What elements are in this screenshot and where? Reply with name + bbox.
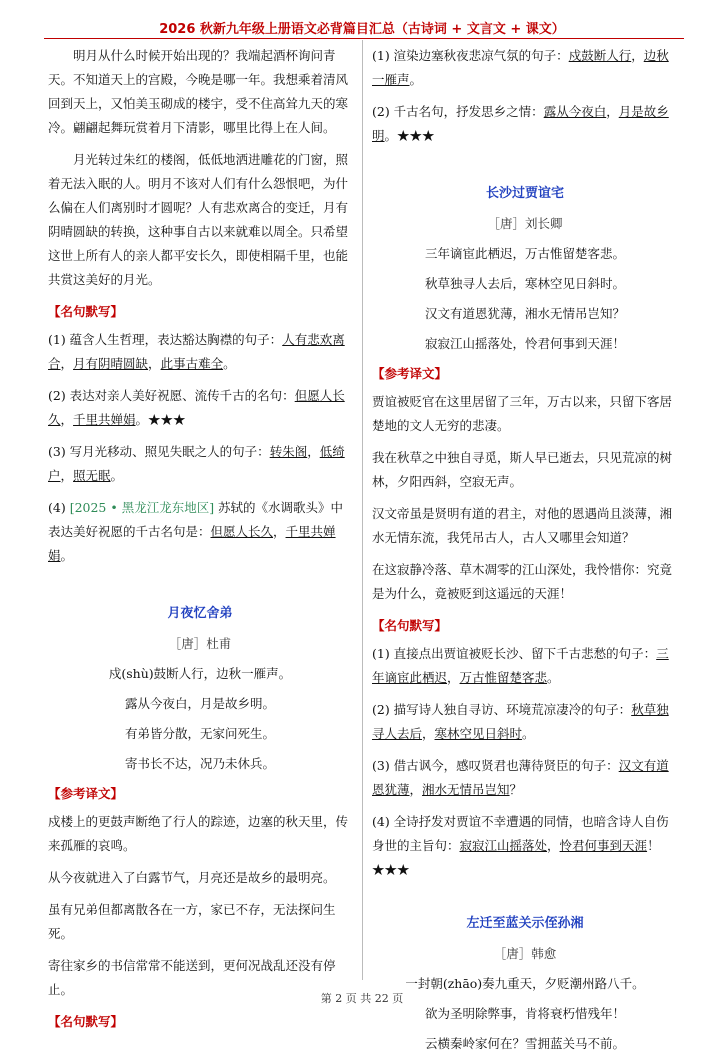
- answer: 照无眠: [73, 468, 111, 483]
- translation-paragraph: 月光转过朱红的楼阁，低低地洒进雕花的门窗，照着无法入眠的人。明月不该对人们有什么怨恨吧，为什么偏在人们离别时才圆呢？人有悲欢离合的变迁，月有阴晴圆缺的转换，这种事自古以来就难以周全。只希望这世上所有人的亲人都平安长久，即使相隔千里，也能共赏这美好的月光。: [48, 152, 349, 287]
- poem-line: 汉文有道恩犹薄，湘水无情吊岂知？: [424, 306, 625, 321]
- answer: 但愿人长久: [48, 388, 345, 427]
- poem-author: ［唐］杜甫: [168, 636, 232, 651]
- question-4: (4) 全诗抒发对贾谊不幸遭遇的同情，也暗含诗人自伤身世的主旨句：寂寂江山摇落处，怜君何事到天涯！★★★: [372, 814, 669, 877]
- question-1: (1) 直接点出贾谊被贬长沙、留下千古悲愁的句子：三年谪宦此栖迟，万古惟留楚客悲。: [372, 646, 669, 685]
- section-heading: 【参考译文】: [372, 366, 448, 381]
- answer: 怜君何事到天涯: [559, 838, 648, 853]
- question-2: (2) 描写诗人独自寻访、环境荒凉凄冷的句子：秋草独寻人去后，寒林空见日斜时。: [372, 702, 669, 741]
- column-divider: [362, 40, 363, 980]
- poem-title: 月夜忆舍弟: [167, 606, 233, 621]
- translation-paragraph: 寄往家乡的书信常常不能送到，更何况战乱还没有停止。: [48, 958, 336, 997]
- poem-line: 三年谪宦此栖迟，万古惟留楚客悲。: [424, 246, 625, 261]
- answer: 月是故乡明: [372, 104, 669, 143]
- answer: 转朱阁: [269, 444, 308, 459]
- answer: 月有阴晴圆缺: [73, 356, 149, 371]
- translation-paragraph: 戍楼上的更鼓声断绝了行人的踪迹，边塞的秋天里，传来孤雁的哀鸣。: [48, 814, 349, 853]
- answer: 戍鼓断人行: [568, 48, 632, 63]
- poem-line: 秋草独寻人去后，寒林空见日斜时。: [424, 276, 625, 291]
- translation-paragraph: 贾谊被贬官在这里居留了三年，万古以来，只留下客居楚地的文人无穷的悲凄。: [372, 394, 673, 433]
- answer: 三年谪宦此栖迟: [372, 646, 669, 685]
- answer: 寒林空见日斜时: [434, 726, 523, 741]
- section-heading: 【名句默写】: [372, 618, 448, 633]
- question-1: (1) 渲染边塞秋夜悲凉气氛的句子：戍鼓断人行，边秋一雁声。: [372, 48, 669, 87]
- poem-author: ［唐］韩愈: [493, 946, 557, 961]
- answer: 湘水无情吊岂知: [422, 782, 510, 797]
- poem-line: 有弟皆分散，无家问死生。: [124, 726, 275, 741]
- left-column: [48, 44, 352, 1038]
- poem-line: 寄书长不达，况乃未休兵。: [124, 756, 275, 771]
- poem-title: 左迁至蓝关示侄孙湘: [466, 916, 584, 931]
- answer: 秋草独寻人去后: [372, 702, 669, 741]
- poem-line: 欲为圣明除弊事，肯将衰朽惜残年！: [424, 1006, 625, 1021]
- translation-paragraph: 我在秋草之中独自寻觅，斯人早已逝去，只见荒凉的树林，夕阳西斜，空寂无声。: [372, 450, 673, 489]
- right-column: [372, 44, 678, 1062]
- poem-line: 一封朝(zhāo)奏九重天，夕贬潮州路八千。: [405, 976, 645, 991]
- answer: 但愿人长久: [210, 524, 274, 539]
- answer: 千里共婵娟: [73, 412, 136, 427]
- poem-title: 长沙过贾谊宅: [485, 186, 564, 201]
- poem-line: 戍(shù)鼓断人行，边秋一雁声。: [108, 666, 292, 681]
- header-rule: [44, 38, 684, 39]
- answer: 万古惟留楚客悲: [459, 670, 548, 685]
- poem-line: 云横秦岭家何在？雪拥蓝关马不前。: [424, 1036, 625, 1051]
- question-1: (1) 蕴含人生哲理，表达豁达胸襟的句子：人有悲欢离合，月有阴晴圆缺，此事古难全。: [48, 332, 345, 371]
- answer: 边秋一雁声: [372, 48, 669, 87]
- page-header: 2026 秋新九年级上册语文必背篇目汇总（古诗词 + 文言文 + 课文）: [159, 22, 565, 37]
- translation-paragraph: 汉文帝虽是贤明有道的君主，对他的恩遇尚且淡薄，湘水无情东流，我凭吊古人，古人又哪里会知道？: [372, 506, 673, 545]
- question-2: (2) 表达对亲人美好祝愿、流传千古的名句：但愿人长久，千里共婵娟。★★★: [48, 388, 345, 427]
- exam-tag: [2025 • 黑龙江龙东地区]: [69, 500, 215, 515]
- translation-paragraph: 明月从什么时候开始出现的？我端起酒杯询问青天。不知道天上的宫殿，今晚是哪一年。我想乘着清风回到天上，又怕美玉砌成的楼宇，受不住高耸九天的寒冷。翩翩起舞玩赏着月下清影，哪里比得上在人间。: [48, 48, 349, 135]
- page-number: 第 2 页 共 22 页: [320, 992, 404, 1005]
- answer: 低绮户: [48, 444, 345, 483]
- question-2: (2) 千古名句，抒发思乡之情：露从今夜白，月是故乡明。★★★: [372, 104, 669, 143]
- answer: 人有悲欢离合: [48, 332, 345, 371]
- answer: 此事古难全: [160, 356, 224, 371]
- answer: 寂寂江山摇落处: [459, 838, 548, 853]
- question-3: (3) 借古讽今，感叹贤君也薄待贤臣的句子：汉文有道恩犹薄，湘水无情吊岂知？: [372, 758, 669, 797]
- translation-paragraph: 从今夜就进入了白露节气，月亮还是故乡的最明亮。: [48, 870, 336, 885]
- answer: 汉文有道恩犹薄: [372, 758, 669, 797]
- section-heading: 【名句默写】: [48, 1014, 124, 1029]
- poem-line: 寂寂江山摇落处，怜君何事到天涯！: [424, 336, 625, 351]
- poem-author: ［唐］刘长卿: [487, 216, 563, 231]
- translation-paragraph: 虽有兄弟但都离散各在一方，家已不存，无法探问生死。: [48, 902, 336, 941]
- section-heading: 【参考译文】: [48, 786, 124, 801]
- question-4: (4) [2025 • 黑龙江龙东地区] 苏轼的《水调歌头》中表达美好祝愿的千古名句是：但愿人长久，千里共婵娟。: [48, 500, 344, 563]
- translation-paragraph: 在这寂静冷落、草木凋零的江山深处，我怜惜你：究竟是为什么，竟被贬到这遥远的天涯！: [372, 562, 673, 601]
- poem-line: 露从今夜白，月是故乡明。: [124, 696, 275, 711]
- answer: 露从今夜白: [543, 104, 607, 119]
- section-heading: 【名句默写】: [48, 304, 124, 319]
- answer: 千里共婵娟: [48, 524, 336, 563]
- question-3: (3) 写月光移动、照见失眠之人的句子：转朱阁，低绮户，照无眠。: [48, 444, 345, 483]
